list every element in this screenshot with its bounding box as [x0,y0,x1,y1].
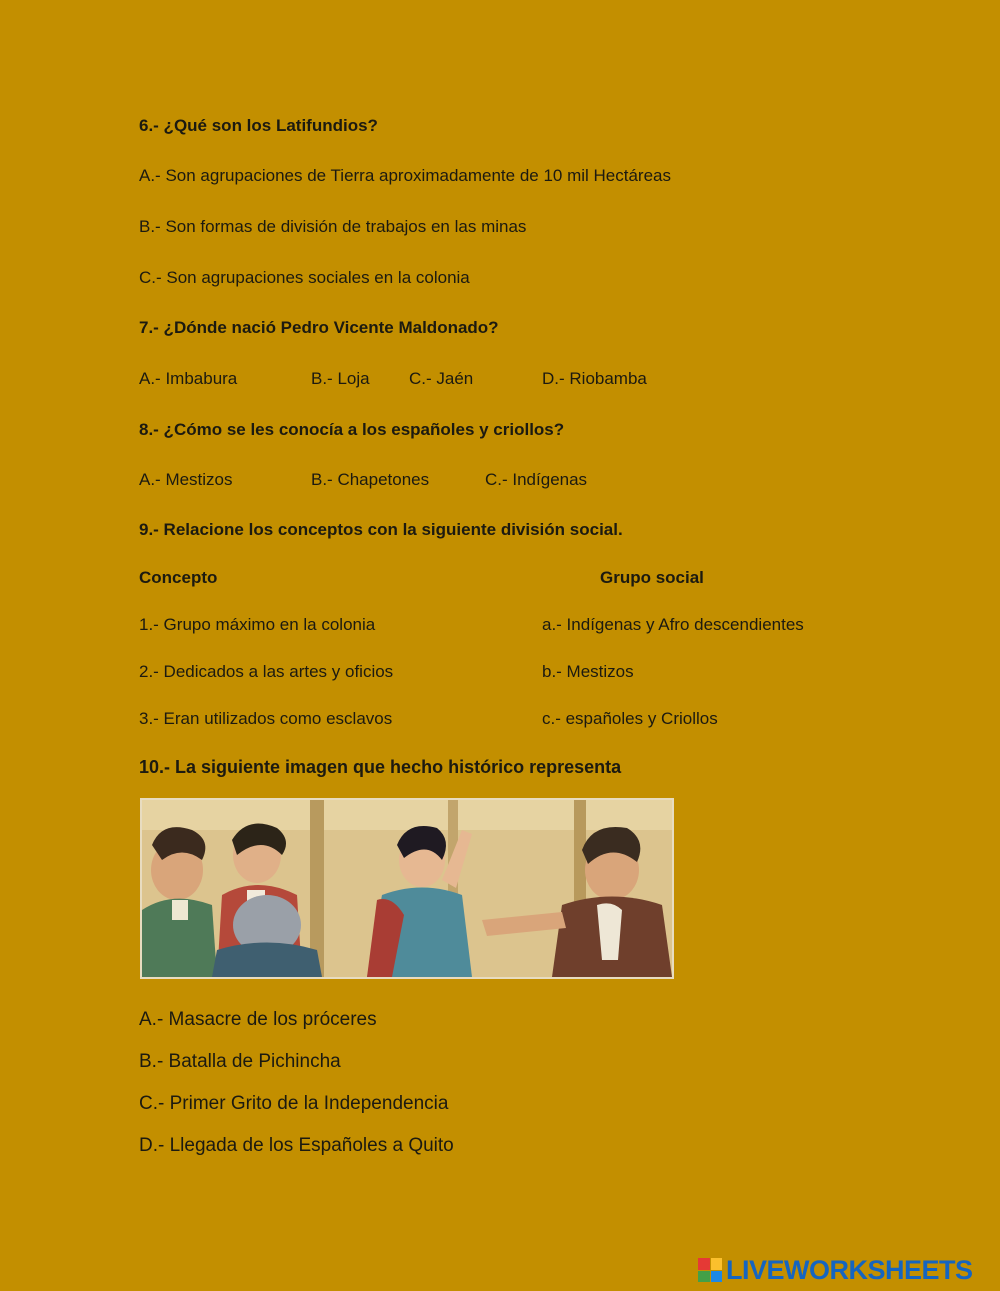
question-7: 7.- ¿Dónde nació Pedro Vicente Maldonado? [139,318,499,337]
question-10: 10.- La siguiente imagen que hecho histórico representa [139,757,622,777]
question-8: 8.- ¿Cómo se les conocía a los españoles y criollos? [139,420,565,439]
concept-1: 1.- Grupo máximo en la colonia [139,615,376,634]
q7-option-c: C.- Jaén [409,369,474,388]
group-b: b.- Mestizos [542,662,634,681]
q8-option-a: A.- Mestizos [139,470,233,489]
q6-option-c: C.- Son agrupaciones sociales en la colonia [139,268,470,287]
concept-3: 3.- Eran utilizados como esclavos [139,709,393,728]
concept-header: Concepto [139,568,218,587]
q7-option-d: D.- Riobamba [542,369,647,388]
concept-2: 2.- Dedicados a las artes y oficios [139,662,394,681]
historical-scene-illustration [140,798,674,979]
group-a: a.- Indígenas y Afro descendientes [542,615,804,634]
question-9: 9.- Relacione los conceptos con la siguiente división social. [139,520,623,539]
group-header: Grupo social [600,568,704,587]
q8-option-c: C.- Indígenas [485,470,588,489]
question-6: 6.- ¿Qué son los Latifundios? [139,116,378,135]
q7-option-b: B.- Loja [311,369,370,388]
q10-option-a: A.- Masacre de los próceres [139,1009,377,1030]
illustration-svg [142,800,672,977]
q8-option-b: B.- Chapetones [311,470,430,489]
q7-option-a: A.- Imbabura [139,369,238,388]
q10-option-b: B.- Batalla de Pichincha [139,1051,341,1072]
q6-option-b: B.- Son formas de división de trabajos en las minas [139,217,527,236]
liveworksheets-logo [698,1254,973,1286]
group-c: c.- españoles y Criollos [542,709,718,728]
q10-option-c: C.- Primer Grito de la Independencia [139,1093,449,1114]
q6-option-a: A.- Son agrupaciones de Tierra aproximadamente de 10 mil Hectáreas [139,166,672,185]
brand-text: LIVEWORKSHEETS [726,1254,973,1285]
q10-option-d: D.- Llegada de los Españoles a Quito [139,1135,454,1156]
brand-mark-icon [698,1258,722,1282]
